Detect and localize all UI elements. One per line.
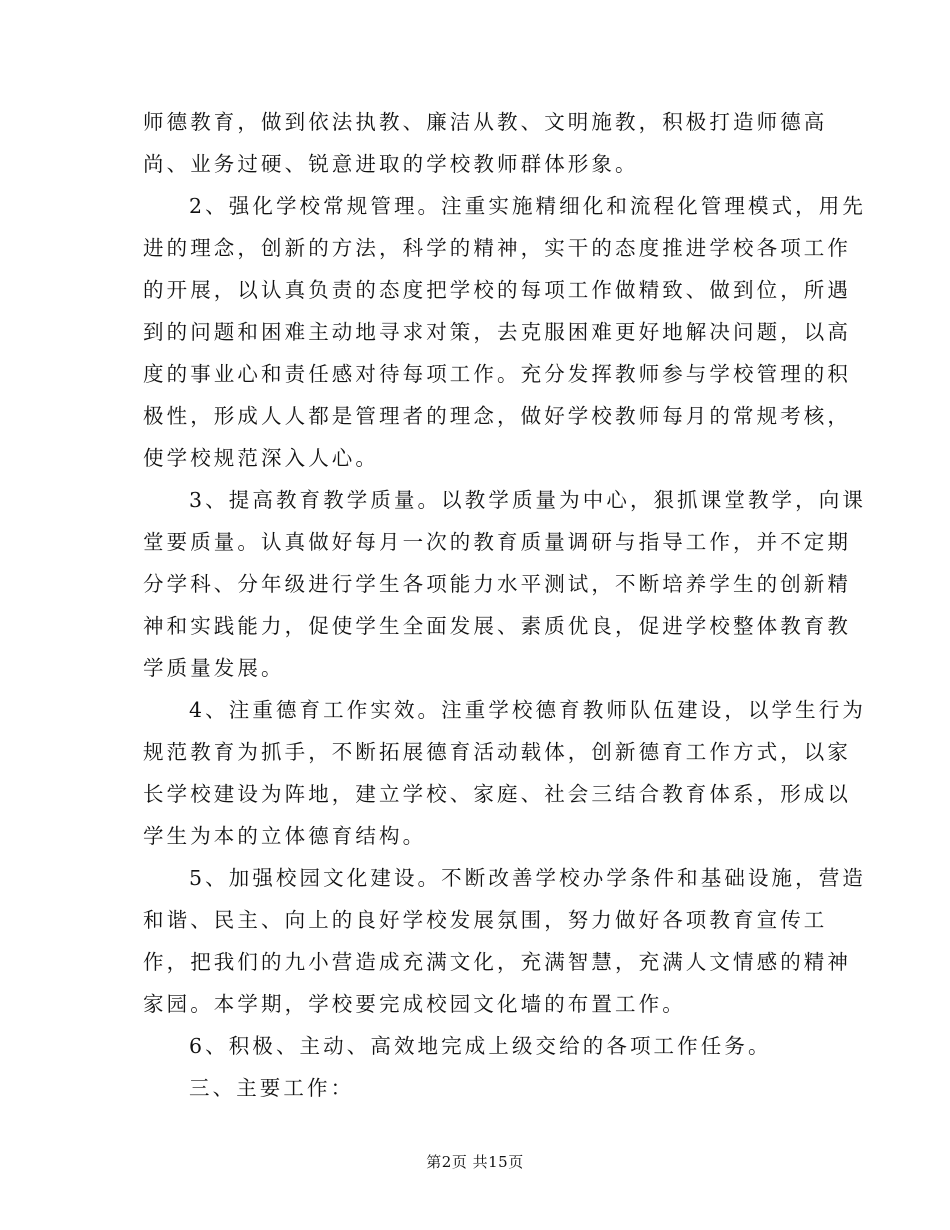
text-line: 极性，形成人人都是管理者的理念，做好学校教师每月的常规考核， <box>143 404 851 428</box>
text-line: 堂要质量。认真做好每月一次的教育质量调研与指导工作，并不定期 <box>143 530 851 554</box>
paragraph-start-line: 6、积极、主动、高效地完成上级交给的各项工作任务。 <box>189 1034 772 1058</box>
text-line: 进的理念，创新的方法，科学的精神，实干的态度推进学校各项工作 <box>143 236 851 260</box>
text-line: 作，把我们的九小营造成充满文化，充满智慧，充满人文情感的精神 <box>143 950 851 974</box>
text-line: 家园。本学期，学校要完成校园文化墙的布置工作。 <box>143 992 686 1016</box>
text-line: 分学科、分年级进行学生各项能力水平测试，不断培养学生的创新精 <box>143 572 851 596</box>
page-number-footer: 第2页 共15页 <box>426 1153 524 1171</box>
text-line: 规范教育为抓手，不断拓展德育活动载体，创新德育工作方式，以家 <box>143 740 851 764</box>
text-line: 长学校建设为阵地，建立学校、家庭、社会三结合教育体系，形成以 <box>143 782 851 806</box>
text-line: 使学校规范深入人心。 <box>143 446 379 470</box>
text-line: 尚、业务过硬、锐意进取的学校教师群体形象。 <box>143 152 639 176</box>
text-line: 和谐、民主、向上的良好学校发展氛围，努力做好各项教育宣传工 <box>143 908 828 932</box>
text-line: 神和实践能力，促使学生全面发展、素质优良，促进学校整体教育教 <box>143 614 851 638</box>
section-heading: 三、主要工作： <box>189 1076 355 1100</box>
text-line: 师德教育，做到依法执教、廉洁从教、文明施教，积极打造师德高 <box>143 110 828 134</box>
text-line: 学质量发展。 <box>143 656 285 680</box>
text-line: 度的事业心和责任感对待每项工作。充分发挥教师参与学校管理的积 <box>143 362 851 386</box>
paragraph-start-line: 4、注重德育工作实效。注重学校德育教师队伍建设，以学生行为 <box>189 698 866 722</box>
text-line: 的开展，以认真负责的态度把学校的每项工作做精致、做到位，所遇 <box>143 278 851 302</box>
paragraph-start-line: 5、加强校园文化建设。不断改善学校办学条件和基础设施，营造 <box>189 866 866 890</box>
text-line: 到的问题和困难主动地寻求对策，去克服困难更好地解决问题，以高 <box>143 320 851 344</box>
paragraph-start-line: 2、强化学校常规管理。注重实施精细化和流程化管理模式，用先 <box>189 194 866 218</box>
paragraph-start-line: 3、提高教育教学质量。以教学质量为中心，狠抓课堂教学，向课 <box>189 488 866 512</box>
text-line: 学生为本的立体德育结构。 <box>143 824 427 848</box>
